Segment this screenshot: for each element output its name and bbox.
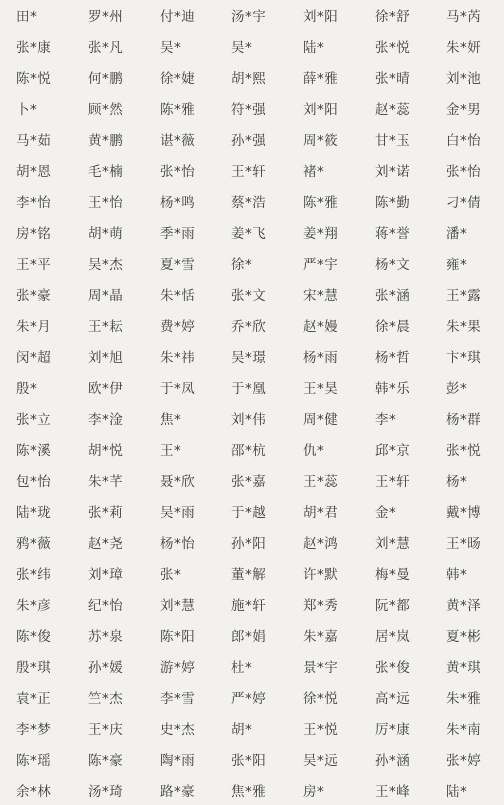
name-cell: 白*怡 [446, 133, 482, 149]
name-row [0, 718, 504, 743]
name-cell: 纪*怡 [88, 598, 124, 614]
name-row [0, 594, 504, 619]
name-cell: 赵*嫚 [303, 319, 339, 335]
name-cell: 田* [16, 9, 38, 25]
name-cell: 郎*娟 [231, 629, 267, 645]
name-cell: 杨*文 [375, 257, 411, 273]
name-cell: 金*男 [446, 102, 482, 118]
name-cell: 路*豪 [160, 784, 196, 800]
name-cell: 李*梦 [16, 722, 52, 738]
name-cell: 雍* [446, 257, 468, 273]
name-cell: 王*蕊 [303, 474, 339, 490]
name-cell: 景*宇 [303, 660, 339, 676]
name-cell: 张*涵 [375, 288, 411, 304]
name-cell: 卞*琪 [446, 350, 482, 366]
name-cell: 胡*悦 [88, 443, 124, 459]
name-row [0, 67, 504, 92]
name-cell: 厉*康 [375, 722, 411, 738]
name-cell: 周*健 [303, 412, 339, 428]
name-cell: 王*平 [16, 257, 52, 273]
name-cell: 陶*雨 [160, 753, 196, 769]
name-cell: 徐*晨 [375, 319, 411, 335]
name-cell: 王*轩 [231, 164, 267, 180]
name-row [0, 470, 504, 495]
name-cell: 李*淦 [88, 412, 124, 428]
name-cell: 赵*鸿 [303, 536, 339, 552]
name-cell: 高*远 [375, 691, 411, 707]
name-cell: 张*怡 [446, 164, 482, 180]
name-cell: 史*杰 [160, 722, 196, 738]
name-cell: 姜*翔 [303, 226, 339, 242]
name-row [0, 563, 504, 588]
name-cell: 朱*雅 [446, 691, 482, 707]
name-cell: 徐* [231, 257, 253, 273]
name-cell: 陆*珑 [16, 505, 52, 521]
name-cell: 李*雪 [160, 691, 196, 707]
name-cell: 陈*雅 [303, 195, 339, 211]
name-row [0, 284, 504, 309]
name-cell: 施*轩 [231, 598, 267, 614]
name-cell: 袁*正 [16, 691, 52, 707]
name-cell: 刁*倩 [446, 195, 482, 211]
name-row [0, 129, 504, 154]
name-cell: 余*林 [16, 784, 52, 800]
name-cell: 马*芮 [446, 9, 482, 25]
name-cell: 陈*勤 [375, 195, 411, 211]
name-cell: 李* [375, 412, 397, 428]
name-cell: 陈*悦 [16, 71, 52, 87]
name-row [0, 408, 504, 433]
name-cell: 房* [303, 784, 325, 800]
name-cell: 严*婷 [231, 691, 267, 707]
name-cell: 胡* [231, 722, 253, 738]
name-cell: 吴* [160, 40, 182, 56]
name-cell: 朱*彦 [16, 598, 52, 614]
name-cell: 张*康 [16, 40, 52, 56]
name-cell: 张*文 [231, 288, 267, 304]
name-cell: 彭* [446, 381, 468, 397]
name-row [0, 377, 504, 402]
name-row [0, 191, 504, 216]
name-cell: 游*婷 [160, 660, 196, 676]
name-cell: 杨*哲 [375, 350, 411, 366]
name-cell: 汤*琦 [88, 784, 124, 800]
name-cell: 张*悦 [446, 443, 482, 459]
name-cell: 韩* [446, 567, 468, 583]
name-cell: 张*嘉 [231, 474, 267, 490]
name-cell: 周*晶 [88, 288, 124, 304]
name-cell: 王*露 [446, 288, 482, 304]
name-cell: 郑*秀 [303, 598, 339, 614]
name-cell: 王*怡 [88, 195, 124, 211]
name-cell: 李*怡 [16, 195, 52, 211]
name-cell: 何*鹏 [88, 71, 124, 87]
name-cell: 王*悦 [303, 722, 339, 738]
name-cell: 孙*媛 [88, 660, 124, 676]
name-cell: 陈*溪 [16, 443, 52, 459]
name-cell: 吴*杰 [88, 257, 124, 273]
name-cell: 马*茹 [16, 133, 52, 149]
name-row [0, 656, 504, 681]
name-cell: 甘*玉 [375, 133, 411, 149]
name-row [0, 501, 504, 526]
name-cell: 刘*池 [446, 71, 482, 87]
name-row [0, 439, 504, 464]
name-cell: 于*凰 [231, 381, 267, 397]
name-row [0, 346, 504, 371]
name-cell: 汤*宇 [231, 9, 267, 25]
name-cell: 毛*楠 [88, 164, 124, 180]
name-cell: 许*默 [303, 567, 339, 583]
name-row [0, 160, 504, 185]
name-cell: 陈*俊 [16, 629, 52, 645]
name-cell: 黄*琪 [446, 660, 482, 676]
name-cell: 焦*雅 [231, 784, 267, 800]
name-cell: 包*怡 [16, 474, 52, 490]
name-cell: 房*铭 [16, 226, 52, 242]
name-cell: 张* [160, 567, 182, 583]
name-cell: 杜* [231, 660, 253, 676]
name-cell: 吴* [231, 40, 253, 56]
name-cell: 欧*伊 [88, 381, 124, 397]
name-cell: 王*庆 [88, 722, 124, 738]
name-row [0, 222, 504, 247]
name-cell: 顾*然 [88, 102, 124, 118]
name-row [0, 315, 504, 340]
name-cell: 张*晴 [375, 71, 411, 87]
name-cell: 付*迪 [160, 9, 196, 25]
name-cell: 陈*雅 [160, 102, 196, 118]
name-cell: 季*雨 [160, 226, 196, 242]
name-cell: 蔡*浩 [231, 195, 267, 211]
name-cell: 殷*琪 [16, 660, 52, 676]
name-cell: 刘*阳 [303, 9, 339, 25]
name-cell: 张*纬 [16, 567, 52, 583]
name-cell: 宋*慧 [303, 288, 339, 304]
name-cell: 王*耘 [88, 319, 124, 335]
name-cell: 张*凡 [88, 40, 124, 56]
name-cell: 刘*阳 [303, 102, 339, 118]
name-cell: 徐*舒 [375, 9, 411, 25]
name-cell: 王* [160, 443, 182, 459]
name-cell: 陈*阳 [160, 629, 196, 645]
name-cell: 杨*怡 [160, 536, 196, 552]
name-cell: 赵*蕊 [375, 102, 411, 118]
name-cell: 杨*雨 [303, 350, 339, 366]
name-cell: 邱*京 [375, 443, 411, 459]
name-cell: 罗*州 [88, 9, 124, 25]
name-cell: 董*解 [231, 567, 267, 583]
name-cell: 张*豪 [16, 288, 52, 304]
name-cell: 闵*超 [16, 350, 52, 366]
name-cell: 朱*嘉 [303, 629, 339, 645]
name-cell: 刘*慧 [160, 598, 196, 614]
name-cell: 张*婷 [446, 753, 482, 769]
name-cell: 朱*妍 [446, 40, 482, 56]
name-cell: 刘*诺 [375, 164, 411, 180]
name-row [0, 780, 504, 805]
name-cell: 阮*都 [375, 598, 411, 614]
name-cell: 黄*鹏 [88, 133, 124, 149]
name-row [0, 98, 504, 123]
name-cell: 乔*欣 [231, 319, 267, 335]
name-cell: 苏*泉 [88, 629, 124, 645]
name-cell: 于*越 [231, 505, 267, 521]
name-cell: 焦* [160, 412, 182, 428]
name-cell: 杨*群 [446, 412, 482, 428]
name-cell: 胡*熙 [231, 71, 267, 87]
name-cell: 夏*彬 [446, 629, 482, 645]
name-cell: 刘*慧 [375, 536, 411, 552]
name-cell: 陆* [303, 40, 325, 56]
name-cell: 鸦*薇 [16, 536, 52, 552]
name-cell: 卜* [16, 102, 38, 118]
name-cell: 吴*远 [303, 753, 339, 769]
name-cell: 孙*涵 [375, 753, 411, 769]
name-cell: 杨* [446, 474, 468, 490]
name-cell: 陆* [446, 784, 468, 800]
name-cell: 邵*杭 [231, 443, 267, 459]
name-cell: 张*阳 [231, 753, 267, 769]
name-cell: 梅*曼 [375, 567, 411, 583]
name-row [0, 625, 504, 650]
name-cell: 谌*薇 [160, 133, 196, 149]
name-row [0, 253, 504, 278]
name-cell: 殷* [16, 381, 38, 397]
name-row [0, 5, 504, 30]
name-cell: 竺*杰 [88, 691, 124, 707]
name-cell: 胡*萌 [88, 226, 124, 242]
name-cell: 朱*果 [446, 319, 482, 335]
name-cell: 朱*芊 [88, 474, 124, 490]
name-cell: 金* [375, 505, 397, 521]
name-cell: 陈*豪 [88, 753, 124, 769]
name-cell: 徐*悦 [303, 691, 339, 707]
name-cell: 胡*恩 [16, 164, 52, 180]
name-cell: 赵*尧 [88, 536, 124, 552]
name-cell: 孙*强 [231, 133, 267, 149]
name-cell: 胡*君 [303, 505, 339, 521]
name-cell: 张*莉 [88, 505, 124, 521]
name-cell: 朱*月 [16, 319, 52, 335]
name-cell: 朱*恬 [160, 288, 196, 304]
name-cell: 刘*旭 [88, 350, 124, 366]
name-cell: 严*宇 [303, 257, 339, 273]
name-cell: 黄*泽 [446, 598, 482, 614]
name-cell: 陈*瑶 [16, 753, 52, 769]
name-cell: 薛*雅 [303, 71, 339, 87]
name-cell: 刘*璋 [88, 567, 124, 583]
name-cell: 周*筱 [303, 133, 339, 149]
name-cell: 王*旸 [446, 536, 482, 552]
name-cell: 王*峰 [375, 784, 411, 800]
name-cell: 朱*祎 [160, 350, 196, 366]
name-cell: 符*强 [231, 102, 267, 118]
name-cell: 刘*伟 [231, 412, 267, 428]
name-cell: 孙*阳 [231, 536, 267, 552]
name-cell: 吴*璟 [231, 350, 267, 366]
name-row [0, 749, 504, 774]
name-cell: 韩*乐 [375, 381, 411, 397]
name-cell: 吴*雨 [160, 505, 196, 521]
name-cell: 褚* [303, 164, 325, 180]
name-cell: 杨*鸣 [160, 195, 196, 211]
name-cell: 张*怡 [160, 164, 196, 180]
name-cell: 张*立 [16, 412, 52, 428]
name-cell: 仇* [303, 443, 325, 459]
name-cell: 居*岚 [375, 629, 411, 645]
name-cell: 夏*雪 [160, 257, 196, 273]
name-cell: 王*轩 [375, 474, 411, 490]
name-cell: 徐*婕 [160, 71, 196, 87]
name-cell: 张*悦 [375, 40, 411, 56]
name-cell: 潘* [446, 226, 468, 242]
name-cell: 姜*飞 [231, 226, 267, 242]
name-cell: 王*昊 [303, 381, 339, 397]
name-cell: 张*俊 [375, 660, 411, 676]
name-cell: 蒋*誉 [375, 226, 411, 242]
name-cell: 费*婷 [160, 319, 196, 335]
name-cell: 朱*南 [446, 722, 482, 738]
name-cell: 于*凤 [160, 381, 196, 397]
name-row [0, 532, 504, 557]
name-cell: 戴*博 [446, 505, 482, 521]
name-row [0, 687, 504, 712]
name-row [0, 36, 504, 61]
name-cell: 聂*欣 [160, 474, 196, 490]
